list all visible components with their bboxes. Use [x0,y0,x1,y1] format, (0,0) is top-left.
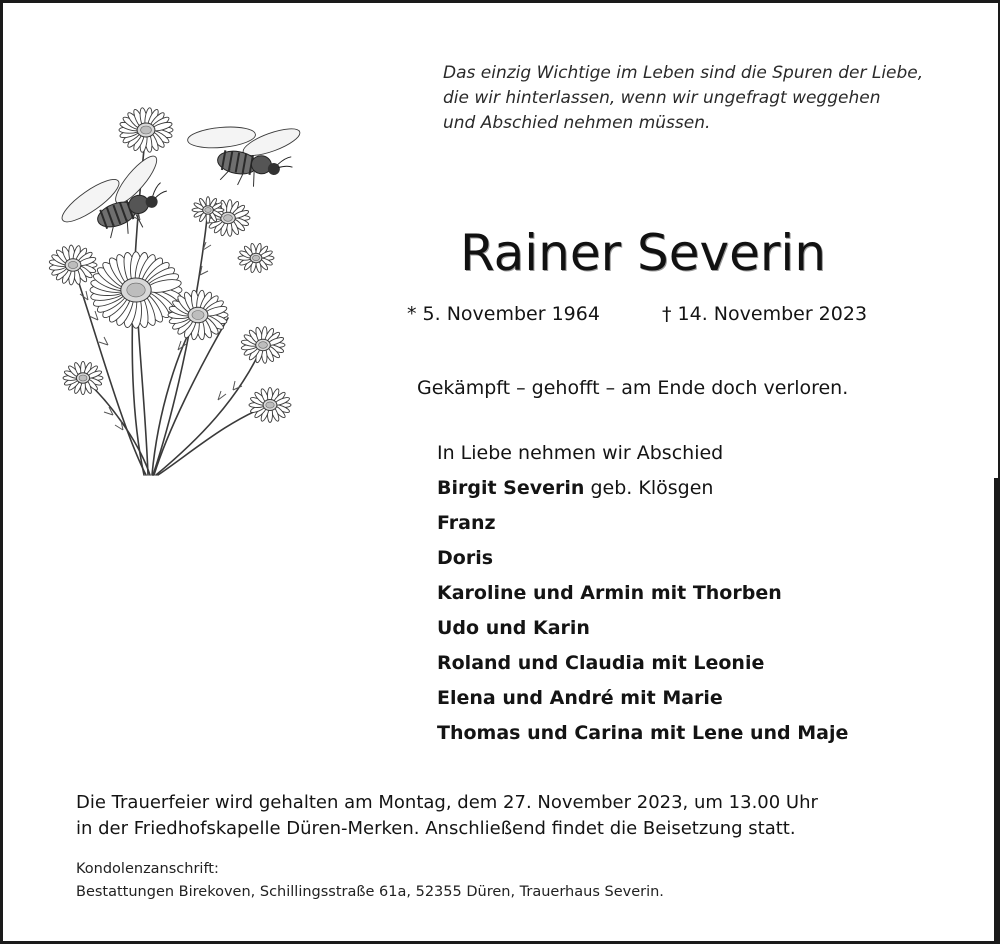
member-name: Thomas und Carina mit Lene und Maje [437,722,849,744]
death-date: † 14. November 2023 [662,303,868,325]
family-member [437,719,957,754]
family-intro: In Liebe nehmen wir Abschied [437,442,724,464]
motto-line: die wir hinterlassen, wenn wir ungefragt weggehen [443,88,881,108]
family-member [437,684,957,719]
family-member [437,474,957,509]
chamomile-flower [49,245,97,285]
stem [158,405,270,475]
memorial-quote: Gekämpft – gehofft – am Ende doch verloren. [417,377,849,399]
deceased-name: Rainer Severin [459,224,827,282]
family-member [437,509,957,544]
family-member [437,544,957,579]
chamomile-flower [90,251,182,328]
bees [48,105,305,254]
motto-line: und Abschied nehmen müssen. [443,113,711,133]
birth-date: * 5. November 1964 [407,303,600,325]
chamomile-bees-illustration [28,100,318,480]
member-suffix: geb. Klösgen [584,477,714,499]
motto [443,61,973,136]
chamomile-flower [249,388,291,423]
member-name: Roland und Claudia mit Leonie [437,652,765,674]
leaf [218,381,242,400]
member-name: Karoline und Armin mit Thorben [437,582,782,604]
family-list [437,439,957,754]
chamomile-flower [63,361,103,394]
condolence-address [76,858,664,904]
member-name: Franz [437,512,496,534]
motto-line: Das einzig Wichtige im Leben sind die Spuren der Liebe, [443,63,924,83]
member-name: Udo und Karin [437,617,590,639]
condolence-label: Kondolenzanschrift: [76,861,219,877]
family-member [437,579,957,614]
frame-edge [994,478,1000,944]
ceremony-line: Die Trauerfeier wird gehalten am Montag, dem 27. November 2023, um 13.00 Uhr [76,792,818,813]
member-name: Elena und André mit Marie [437,687,723,709]
ceremony-line: in der Friedhofskapelle Düren-Merken. Anschließend findet die Beisetzung statt. [76,818,796,839]
family-member [437,649,957,684]
chamomile-flower [241,326,285,363]
chamomile-flower [238,243,274,273]
member-name: Birgit Severin [437,477,585,499]
member-name: Doris [437,547,494,569]
family-member [437,614,957,649]
chamomile-flower [119,107,173,152]
bee [179,105,305,195]
bee [48,148,181,254]
ceremony-info [76,790,818,842]
condolence-text: Bestattungen Birekoven, Schillingsstraße 61a, 52355 Düren, Trauerhaus Severin. [76,884,664,900]
